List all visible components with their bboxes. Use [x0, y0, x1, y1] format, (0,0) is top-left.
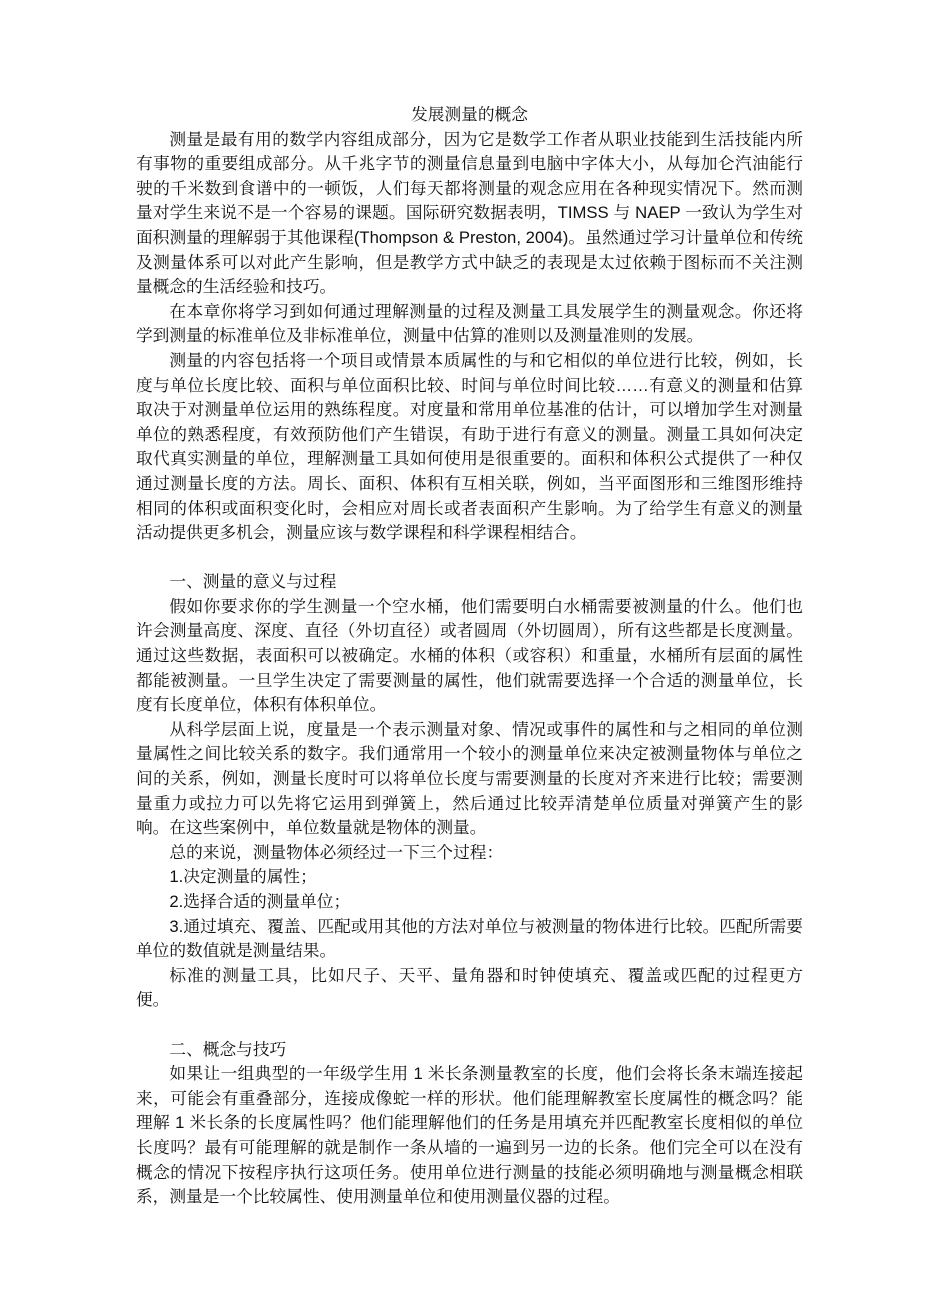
paragraph: 测量是最有用的数学内容组成部分，因为它是数学工作者从职业技能到生活技能内所有事物的重要组成部分。从千兆字节的测量信息量到电脑中字体大小，从每加仑汽油能行驶的千米数到食谱中的一顿饭，人们每天都将测量的观念应用在各种现实情况下。然而测量对学生来说不是一个容易的课题。国际研究数据表明，TIMSS 与 NAEP 一致认为学生对面积测量的理解弱于其他课程(Thompson & Preston, 2004)。虽然通过学习计量单位和传统及测量体系可以对此产生影响，但是教学方式中缺乏的表现是太过依赖于图标而不关注测量概念的生活经验和技巧。: [136, 129, 803, 297]
section-heading: 一、测量的意义与过程: [169, 572, 337, 592]
list-item: 1.决定测量的属性；: [169, 867, 317, 887]
paragraph: 在本章你将学习到如何通过理解测量的过程及测量工具发展学生的测量观念。你还将学到测量的标准单位及非标准单位，测量中估算的准则以及测量准则的发展。: [136, 301, 803, 346]
blank-line: [136, 1013, 803, 1038]
paragraph: 标准的测量工具，比如尺子、天平、量角器和时钟使填充、覆盖或匹配的过程更方便。: [136, 965, 803, 1010]
section-heading: 二、概念与技巧: [169, 1039, 287, 1059]
paragraph: 测量的内容包括将一个项目或情景本质属性的与和它相似的单位进行比较，例如，长度与单位长度比较、面积与单位面积比较、时间与单位时间比较……有意义的测量和估算取决于对测量单位运用的熟练程度。对度量和常用单位基准的估计，可以增加学生对测量单位的熟悉程度，有效预防他们产生错误，有助于进行有意义的测量。测量工具如何决定取代真实测量的单位，理解测量工具如何使用是很重要的。面积和体积公式提供了一种仅通过测量长度的方法。周长、面积、体积有互相关联，例如，当平面图形和三维图形维持相同的体积或面积变化时，会相应对周长或者表面积产生影响。为了给学生有意义的测量活动提供更多机会，测量应该与数学课程和科学课程相结合。: [136, 350, 803, 543]
paragraph: 总的来说，测量物体必须经过一下三个过程：: [169, 842, 504, 862]
blank-line: [136, 546, 803, 571]
list-item: 2.选择合适的测量单位；: [169, 892, 351, 911]
paragraph: 如果让一组典型的一年级学生用 1 米长条测量教室的长度，他们会将长条末端连接起来，可能会有重叠部分，连接成像蛇一样的形状。他们能理解教室长度属性的概念吗？能理解 1 米长条的长度属性吗？他们能理解他们的任务是用填充并匹配教室长度相似的单位长度吗？最有可能理解的就是制作一条从墙的一遍到另一边的长条。他们完全可以在没有概念的情况下按程序执行这项任务。使用单位进行测量的技能必须明确地与测量概念相联系，测量是一个比较属性、使用测量单位和使用测量仪器的过程。: [136, 1064, 803, 1207]
list-item: 3.通过填充、覆盖、匹配或用其他的方法对单位与被测量的物体进行比较。匹配所需要单位的数值就是测量结果。: [136, 916, 803, 961]
paragraph: 从科学层面上说，度量是一个表示测量对象、情况或事件的属性和与之相同的单位测量属性之间比较关系的数字。我们通常用一个较小的测量单位来决定被测量物体与单位之间的关系，例如，测量长度时可以将单位长度与需要测量的长度对齐来进行比较；需要测量重力或拉力可以先将它运用到弹簧上，然后通过比较弄清楚单位质量对弹簧产生的影响。在这些案例中，单位数量就是物体的测量。: [136, 719, 803, 838]
document-title: 发展测量的概念: [411, 105, 528, 124]
paragraph: 假如你要求你的学生测量一个空水桶，他们需要明白水桶需要被测量的什么。他们也许会测量高度、深度、直径（外切直径）或者圆周（外切圆周），所有这些都是长度测量。通过这些数据，表面积可以被确定。水桶的体积（或容积）和重量，水桶所有层面的属性都能被测量。一旦学生决定了需要测量的属性，他们就需要选择一个合适的测量单位，长度有长度单位，体积有体积单位。: [136, 596, 803, 715]
